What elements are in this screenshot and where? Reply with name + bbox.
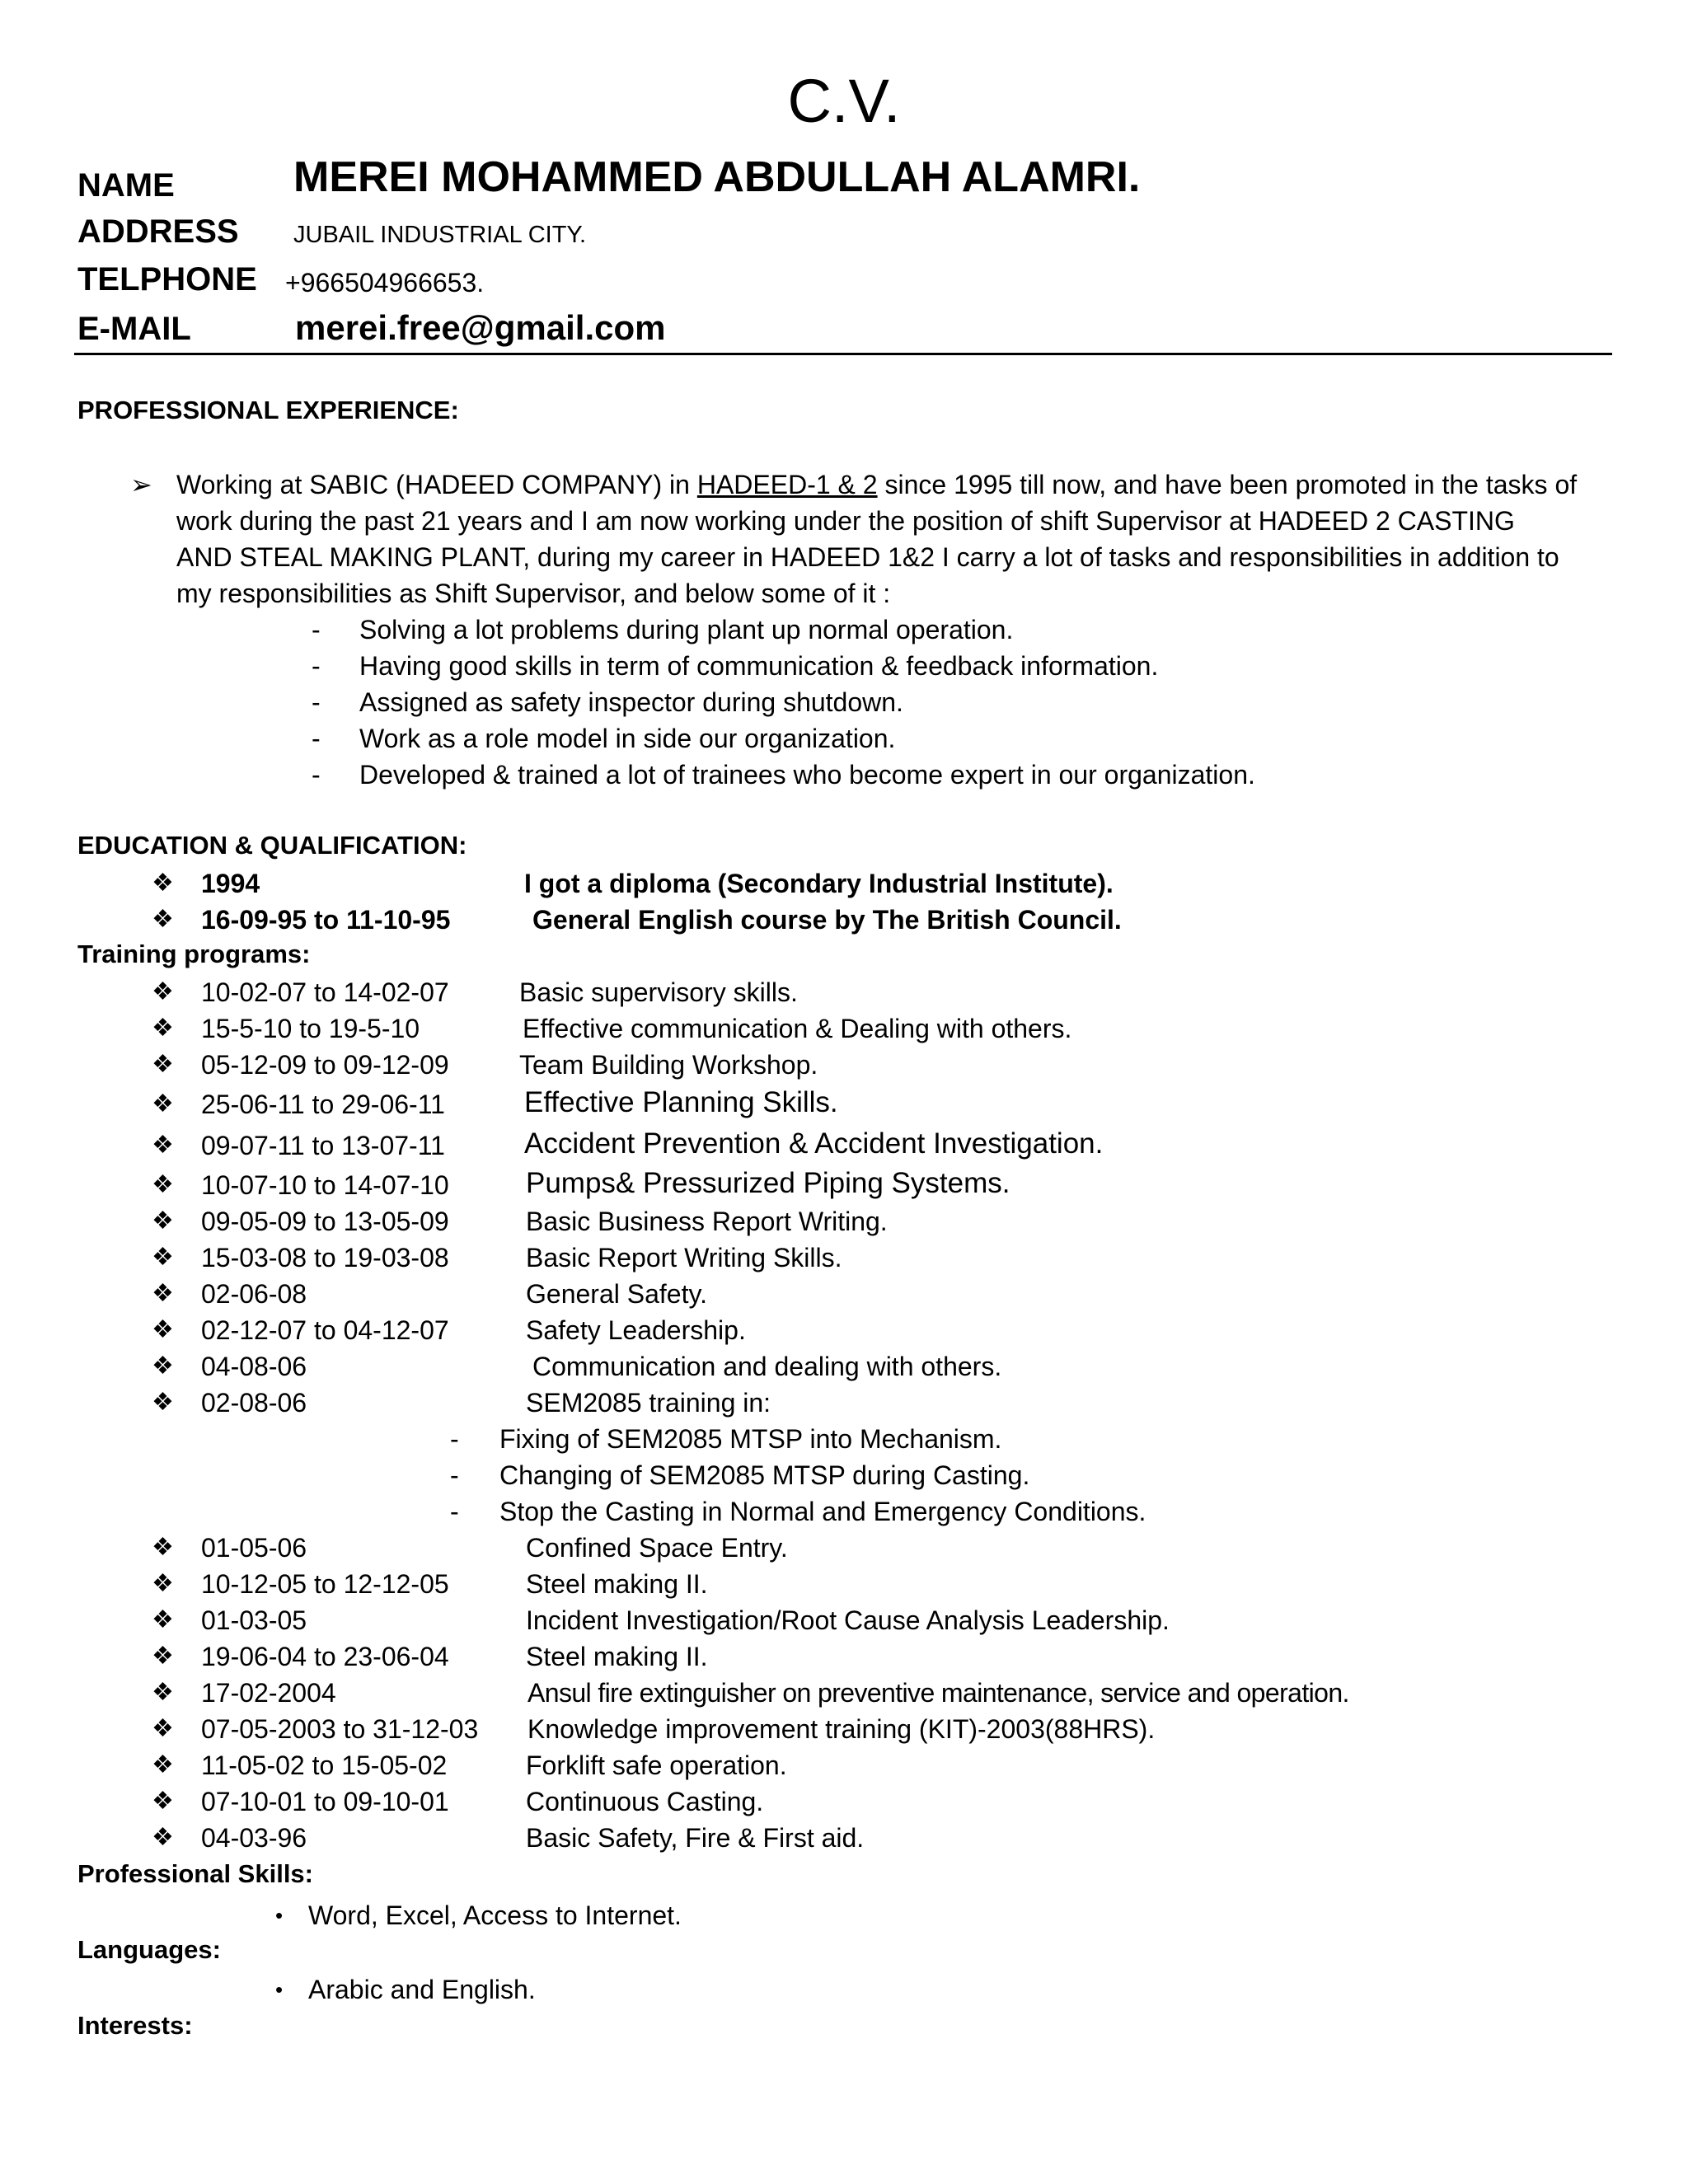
training-desc: General Safety.: [526, 1279, 707, 1309]
dash-bullet: -: [450, 1497, 459, 1526]
skills-item: Word, Excel, Access to Internet.: [308, 1900, 682, 1930]
education-date: 1994: [201, 869, 260, 898]
experience-heading: PROFESSIONAL EXPERIENCE:: [77, 396, 459, 424]
training-desc: Continuous Casting.: [526, 1787, 764, 1816]
star-bullet-icon: ❖: [152, 1051, 174, 1078]
education-heading: EDUCATION & QUALIFICATION:: [77, 831, 467, 860]
dash-bullet: -: [312, 615, 321, 644]
training-date: 15-03-08 to 19-03-08: [201, 1243, 449, 1272]
star-bullet-icon: ❖: [152, 1244, 174, 1271]
star-bullet-icon: ❖: [152, 1015, 174, 1042]
dash-bullet: -: [450, 1460, 459, 1490]
dash-bullet: -: [312, 651, 321, 681]
star-bullet-icon: ❖: [152, 1171, 174, 1198]
training-date: 04-08-06: [201, 1352, 307, 1381]
address-value: JUBAIL INDUSTRIAL CITY.: [293, 222, 587, 248]
training-sub-item: Stop the Casting in Normal and Emergency Conditions.: [499, 1497, 1146, 1526]
education-desc: General English course by The British Council.: [532, 905, 1122, 935]
star-bullet-icon: ❖: [152, 1534, 174, 1561]
star-bullet-icon: ❖: [152, 1132, 174, 1159]
training-date: 10-07-10 to 14-07-10: [201, 1170, 449, 1200]
education-date: 16-09-95 to 11-10-95: [201, 905, 451, 935]
name-label: NAME: [77, 167, 175, 204]
training-date: 05-12-09 to 09-12-09: [201, 1050, 449, 1080]
star-bullet-icon: ❖: [152, 1679, 174, 1706]
dot-bullet-icon: •: [275, 1977, 284, 2002]
interests-heading: Interests:: [77, 2011, 193, 2040]
header-divider: [74, 353, 1612, 355]
star-bullet-icon: ❖: [152, 978, 174, 1005]
training-date: 10-12-05 to 12-12-05: [201, 1569, 449, 1599]
experience-line-4: my responsibilities as Shift Supervisor, and below some of it :: [176, 579, 891, 608]
training-desc: Knowledge improvement training (KIT)-2003(88HRS).: [528, 1714, 1156, 1744]
training-desc: Steel making II.: [526, 1569, 708, 1599]
email-label: E-MAIL: [77, 311, 191, 347]
skills-heading: Professional Skills:: [77, 1859, 313, 1888]
name-value: MEREI MOHAMMED ABDULLAH ALAMRI.: [293, 153, 1141, 201]
document-title: C.V.: [787, 67, 901, 135]
star-bullet-icon: ❖: [152, 869, 174, 897]
training-desc: Ansul fire extinguisher on preventive maintenance, service and operation.: [528, 1678, 1349, 1708]
experience-item: Assigned as safety inspector during shutdown.: [359, 687, 903, 717]
training-date: 07-10-01 to 09-10-01: [201, 1787, 449, 1816]
experience-item: Work as a role model in side our organization.: [359, 724, 896, 753]
training-date: 19-06-04 to 23-06-04: [201, 1642, 449, 1671]
address-label: ADDRESS: [77, 213, 239, 250]
telephone-label: TELPHONE: [77, 261, 257, 298]
hadeed-underlined: HADEED-1 & 2: [696, 470, 878, 499]
email-value: merei.free@gmail.com: [295, 308, 666, 347]
star-bullet-icon: ❖: [152, 1090, 174, 1118]
training-desc: Effective communication & Dealing with others.: [523, 1014, 1072, 1043]
training-desc: Basic Business Report Writing.: [526, 1207, 888, 1236]
training-desc: Basic Safety, Fire & First aid.: [526, 1823, 865, 1853]
experience-item: Solving a lot problems during plant up normal operation.: [359, 615, 1014, 644]
training-date: 01-03-05: [201, 1605, 307, 1635]
training-date: 09-05-09 to 13-05-09: [201, 1207, 449, 1236]
training-date: 07-05-2003 to 31-12-03: [201, 1714, 479, 1744]
star-bullet-icon: ❖: [152, 1570, 174, 1597]
star-bullet-icon: ❖: [152, 1824, 174, 1851]
training-desc: Forklift safe operation.: [526, 1750, 787, 1780]
training-date: 15-5-10 to 19-5-10: [201, 1014, 420, 1043]
training-desc: Effective Planning Skills.: [524, 1086, 838, 1118]
experience-line-3: AND STEAL MAKING PLANT, during my career in HADEED 1&2 I carry a lot of tasks and responsibilities in addition to: [176, 542, 1559, 572]
training-date: 02-12-07 to 04-12-07: [201, 1315, 449, 1345]
star-bullet-icon: ❖: [152, 1715, 174, 1742]
star-bullet-icon: ❖: [152, 1751, 174, 1779]
training-date: 02-08-06: [201, 1388, 307, 1418]
star-bullet-icon: ❖: [152, 1316, 174, 1343]
training-date: 17-02-2004: [201, 1678, 336, 1708]
training-sub-item: Changing of SEM2085 MTSP during Casting.: [499, 1460, 1030, 1490]
training-heading: Training programs:: [77, 940, 311, 968]
training-desc: Basic supervisory skills.: [519, 977, 798, 1007]
dash-bullet: -: [312, 760, 321, 790]
training-sub-item: Fixing of SEM2085 MTSP into Mechanism.: [499, 1424, 1002, 1454]
dash-bullet: -: [312, 724, 321, 753]
training-desc: Communication and dealing with others.: [532, 1352, 1002, 1381]
star-bullet-icon: ❖: [152, 1606, 174, 1633]
training-date: 01-05-06: [201, 1533, 307, 1563]
star-bullet-icon: ❖: [152, 906, 174, 933]
dash-bullet: -: [312, 687, 321, 717]
experience-line-1: Working at SABIC (HADEED COMPANY) in HADEED-1 & 2 since 1995 till now, and have been promoted in the tasks of: [176, 470, 1578, 499]
training-date: 09-07-11 to 13-07-11: [201, 1131, 445, 1160]
training-desc: Pumps& Pressurized Piping Systems.: [526, 1167, 1010, 1199]
training-date: 11-05-02 to 15-05-02: [201, 1750, 448, 1780]
experience-item: Developed & trained a lot of trainees who become expert in our organization.: [359, 760, 1255, 790]
star-bullet-icon: ❖: [152, 1389, 174, 1416]
training-desc: Safety Leadership.: [526, 1315, 746, 1345]
languages-item: Arabic and English.: [308, 1975, 536, 2004]
star-bullet-icon: ❖: [152, 1352, 174, 1380]
arrow-bullet-icon: ➢: [130, 470, 152, 499]
training-desc: Basic Report Writing Skills.: [526, 1243, 842, 1272]
telephone-value: +966504966653.: [285, 268, 485, 298]
languages-heading: Languages:: [77, 1935, 221, 1964]
training-date: 02-06-08: [201, 1279, 307, 1309]
training-date: 10-02-07 to 14-02-07: [201, 977, 449, 1007]
dash-bullet: -: [450, 1424, 459, 1454]
star-bullet-icon: ❖: [152, 1280, 174, 1307]
training-desc: Accident Prevention & Accident Investigation.: [524, 1127, 1104, 1160]
training-desc: Incident Investigation/Root Cause Analysis Leadership.: [526, 1605, 1170, 1635]
training-desc: Steel making II.: [526, 1642, 708, 1671]
experience-item: Having good skills in term of communication & feedback information.: [359, 651, 1159, 681]
training-desc: Confined Space Entry.: [526, 1533, 788, 1563]
star-bullet-icon: ❖: [152, 1788, 174, 1815]
dot-bullet-icon: •: [275, 1903, 284, 1928]
education-desc: I got a diploma (Secondary Industrial Institute).: [524, 869, 1114, 898]
star-bullet-icon: ❖: [152, 1643, 174, 1670]
training-desc: SEM2085 training in:: [526, 1388, 771, 1418]
star-bullet-icon: ❖: [152, 1207, 174, 1235]
training-desc: Team Building Workshop.: [519, 1050, 818, 1080]
training-date: 04-03-96: [201, 1823, 307, 1853]
training-date: 25-06-11 to 29-06-11: [201, 1090, 445, 1119]
experience-line-2: work during the past 21 years and I am now working under the position of shift Supervisor at HADEED 2 CASTING: [176, 506, 1515, 536]
